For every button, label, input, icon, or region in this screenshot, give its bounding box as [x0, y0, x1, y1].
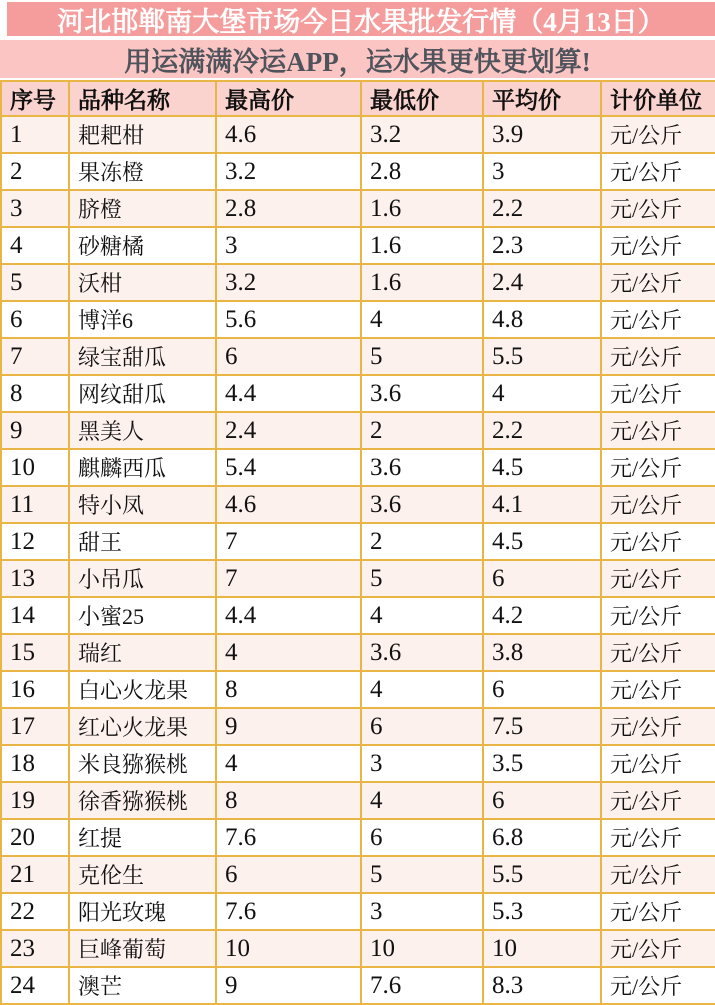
- unit-cell: 元/公斤: [601, 375, 715, 412]
- variety-cell: 小吊瓜: [69, 560, 216, 597]
- avg-price-cell: 6: [483, 782, 601, 819]
- subtitle-bar: [0, 40, 715, 78]
- min-price-cell: 3.6: [361, 634, 483, 671]
- variety-cell: 红提: [69, 819, 216, 856]
- unit-cell: 元/公斤: [601, 264, 715, 301]
- row-index-cell: 10: [1, 449, 69, 486]
- variety-cell: 克伦生: [69, 856, 216, 893]
- avg-price-cell: 4.8: [483, 301, 601, 338]
- row-index-cell: 1: [1, 116, 69, 153]
- max-price-cell: 6: [216, 856, 361, 893]
- row-index-cell: 5: [1, 264, 69, 301]
- max-price-cell: 4.4: [216, 375, 361, 412]
- table-row: [1, 486, 715, 523]
- max-price-cell: 10: [216, 930, 361, 967]
- column-header-avg-price: 平均价: [483, 81, 601, 116]
- variety-cell: 耙耙柑: [69, 116, 216, 153]
- max-price-cell: 4.6: [216, 116, 361, 153]
- max-price-cell: 8: [216, 782, 361, 819]
- unit-cell: 元/公斤: [601, 893, 715, 930]
- min-price-cell: 2.8: [361, 153, 483, 190]
- avg-price-cell: 8.3: [483, 967, 601, 1004]
- max-price-cell: 2.4: [216, 412, 361, 449]
- max-price-cell: 9: [216, 967, 361, 1004]
- row-index-cell: 16: [1, 671, 69, 708]
- min-price-cell: 3: [361, 893, 483, 930]
- unit-cell: 元/公斤: [601, 190, 715, 227]
- row-index-cell: 7: [1, 338, 69, 375]
- table-row: [1, 412, 715, 449]
- unit-cell: 元/公斤: [601, 523, 715, 560]
- row-index-cell: 6: [1, 301, 69, 338]
- table-row: [1, 227, 715, 264]
- avg-price-cell: 2.2: [483, 190, 601, 227]
- unit-cell: 元/公斤: [601, 856, 715, 893]
- unit-cell: 元/公斤: [601, 412, 715, 449]
- max-price-cell: 9: [216, 708, 361, 745]
- row-index-cell: 11: [1, 486, 69, 523]
- avg-price-cell: 4.5: [483, 449, 601, 486]
- variety-cell: 澳芒: [69, 967, 216, 1004]
- min-price-cell: 3.6: [361, 375, 483, 412]
- column-header-index: 序号: [1, 81, 69, 116]
- table-row: [1, 338, 715, 375]
- max-price-cell: 5.4: [216, 449, 361, 486]
- variety-cell: 网纹甜瓜: [69, 375, 216, 412]
- column-header-unit: 计价单位: [601, 81, 715, 116]
- table-row: [1, 745, 715, 782]
- row-index-cell: 8: [1, 375, 69, 412]
- unit-cell: 元/公斤: [601, 782, 715, 819]
- avg-price-cell: 2.3: [483, 227, 601, 264]
- table-row: [1, 264, 715, 301]
- table-row: [1, 856, 715, 893]
- avg-price-cell: 6: [483, 671, 601, 708]
- unit-cell: 元/公斤: [601, 227, 715, 264]
- avg-price-cell: 3.9: [483, 116, 601, 153]
- avg-price-cell: 3.5: [483, 745, 601, 782]
- min-price-cell: 5: [361, 560, 483, 597]
- page-title: 河北邯郸南大堡市场今日水果批发行情（4月13日）: [57, 6, 665, 37]
- unit-cell: 元/公斤: [601, 967, 715, 1004]
- min-price-cell: 6: [361, 708, 483, 745]
- unit-cell: 元/公斤: [601, 301, 715, 338]
- min-price-cell: 5: [361, 856, 483, 893]
- table-header-row: [1, 81, 715, 116]
- table-row: [1, 153, 715, 190]
- table-row: [1, 930, 715, 967]
- price-table: [0, 80, 715, 1005]
- unit-cell: 元/公斤: [601, 449, 715, 486]
- row-index-cell: 20: [1, 819, 69, 856]
- row-index-cell: 13: [1, 560, 69, 597]
- min-price-cell: 4: [361, 597, 483, 634]
- row-index-cell: 22: [1, 893, 69, 930]
- row-index-cell: 4: [1, 227, 69, 264]
- min-price-cell: 6: [361, 819, 483, 856]
- unit-cell: 元/公斤: [601, 930, 715, 967]
- unit-cell: 元/公斤: [601, 745, 715, 782]
- variety-cell: 果冻橙: [69, 153, 216, 190]
- row-index-cell: 17: [1, 708, 69, 745]
- row-index-cell: 12: [1, 523, 69, 560]
- max-price-cell: 7.6: [216, 893, 361, 930]
- unit-cell: 元/公斤: [601, 116, 715, 153]
- min-price-cell: 3.6: [361, 486, 483, 523]
- avg-price-cell: 6: [483, 560, 601, 597]
- avg-price-cell: 5.3: [483, 893, 601, 930]
- min-price-cell: 7.6: [361, 967, 483, 1004]
- column-header-variety: 品种名称: [69, 81, 216, 116]
- variety-cell: 绿宝甜瓜: [69, 338, 216, 375]
- row-index-cell: 3: [1, 190, 69, 227]
- min-price-cell: 4: [361, 301, 483, 338]
- table-row: [1, 375, 715, 412]
- row-index-cell: 23: [1, 930, 69, 967]
- row-index-cell: 9: [1, 412, 69, 449]
- variety-cell: 阳光玫瑰: [69, 893, 216, 930]
- table-row: [1, 782, 715, 819]
- avg-price-cell: 5.5: [483, 338, 601, 375]
- variety-cell: 甜王: [69, 523, 216, 560]
- table-row: [1, 819, 715, 856]
- max-price-cell: 7.6: [216, 819, 361, 856]
- min-price-cell: 2: [361, 523, 483, 560]
- variety-cell: 砂糖橘: [69, 227, 216, 264]
- max-price-cell: 7: [216, 523, 361, 560]
- avg-price-cell: 4.5: [483, 523, 601, 560]
- variety-cell: 徐香猕猴桃: [69, 782, 216, 819]
- max-price-cell: 3.2: [216, 264, 361, 301]
- variety-cell: 米良猕猴桃: [69, 745, 216, 782]
- app-promo-subtitle: 用运满满冷运APP，运水果更快更划算!: [124, 46, 591, 77]
- table-row: [1, 634, 715, 671]
- table-row: [1, 967, 715, 1004]
- max-price-cell: 4: [216, 745, 361, 782]
- avg-price-cell: 5.5: [483, 856, 601, 893]
- min-price-cell: 5: [361, 338, 483, 375]
- variety-cell: 白心火龙果: [69, 671, 216, 708]
- avg-price-cell: 2.4: [483, 264, 601, 301]
- table-row: [1, 671, 715, 708]
- avg-price-cell: 10: [483, 930, 601, 967]
- avg-price-cell: 2.2: [483, 412, 601, 449]
- page: [0, 2, 715, 1005]
- variety-cell: 瑞红: [69, 634, 216, 671]
- row-index-cell: 2: [1, 153, 69, 190]
- avg-price-cell: 7.5: [483, 708, 601, 745]
- table-row: [1, 597, 715, 634]
- min-price-cell: 2: [361, 412, 483, 449]
- table-row: [1, 116, 715, 153]
- unit-cell: 元/公斤: [601, 338, 715, 375]
- variety-cell: 巨峰葡萄: [69, 930, 216, 967]
- unit-cell: 元/公斤: [601, 597, 715, 634]
- row-index-cell: 18: [1, 745, 69, 782]
- variety-cell: 脐橙: [69, 190, 216, 227]
- unit-cell: 元/公斤: [601, 708, 715, 745]
- unit-cell: 元/公斤: [601, 153, 715, 190]
- unit-cell: 元/公斤: [601, 486, 715, 523]
- avg-price-cell: 6.8: [483, 819, 601, 856]
- unit-cell: 元/公斤: [601, 671, 715, 708]
- table-row: [1, 893, 715, 930]
- variety-cell: 黑美人: [69, 412, 216, 449]
- table-row: [1, 301, 715, 338]
- avg-price-cell: 4.1: [483, 486, 601, 523]
- row-index-cell: 21: [1, 856, 69, 893]
- row-index-cell: 15: [1, 634, 69, 671]
- table-row: [1, 708, 715, 745]
- row-index-cell: 14: [1, 597, 69, 634]
- variety-cell: 沃柑: [69, 264, 216, 301]
- row-index-cell: 24: [1, 967, 69, 1004]
- column-header-max-price: 最高价: [216, 81, 361, 116]
- table-row: [1, 449, 715, 486]
- min-price-cell: 4: [361, 782, 483, 819]
- title-bar: [7, 2, 715, 36]
- min-price-cell: 3.2: [361, 116, 483, 153]
- max-price-cell: 7: [216, 560, 361, 597]
- table-row: [1, 560, 715, 597]
- table-body: [1, 116, 715, 1004]
- variety-cell: 小蜜25: [69, 597, 216, 634]
- avg-price-cell: 4.2: [483, 597, 601, 634]
- max-price-cell: 5.6: [216, 301, 361, 338]
- min-price-cell: 1.6: [361, 227, 483, 264]
- column-header-min-price: 最低价: [361, 81, 483, 116]
- min-price-cell: 3: [361, 745, 483, 782]
- max-price-cell: 8: [216, 671, 361, 708]
- max-price-cell: 4.4: [216, 597, 361, 634]
- max-price-cell: 3.2: [216, 153, 361, 190]
- table-row: [1, 523, 715, 560]
- variety-cell: 特小凤: [69, 486, 216, 523]
- row-index-cell: 19: [1, 782, 69, 819]
- variety-cell: 博洋6: [69, 301, 216, 338]
- avg-price-cell: 3: [483, 153, 601, 190]
- max-price-cell: 4.6: [216, 486, 361, 523]
- unit-cell: 元/公斤: [601, 634, 715, 671]
- unit-cell: 元/公斤: [601, 560, 715, 597]
- avg-price-cell: 4: [483, 375, 601, 412]
- min-price-cell: 10: [361, 930, 483, 967]
- avg-price-cell: 3.8: [483, 634, 601, 671]
- variety-cell: 麒麟西瓜: [69, 449, 216, 486]
- max-price-cell: 6: [216, 338, 361, 375]
- table-row: [1, 190, 715, 227]
- min-price-cell: 1.6: [361, 190, 483, 227]
- variety-cell: 红心火龙果: [69, 708, 216, 745]
- max-price-cell: 2.8: [216, 190, 361, 227]
- max-price-cell: 4: [216, 634, 361, 671]
- max-price-cell: 3: [216, 227, 361, 264]
- unit-cell: 元/公斤: [601, 819, 715, 856]
- min-price-cell: 3.6: [361, 449, 483, 486]
- min-price-cell: 1.6: [361, 264, 483, 301]
- min-price-cell: 4: [361, 671, 483, 708]
